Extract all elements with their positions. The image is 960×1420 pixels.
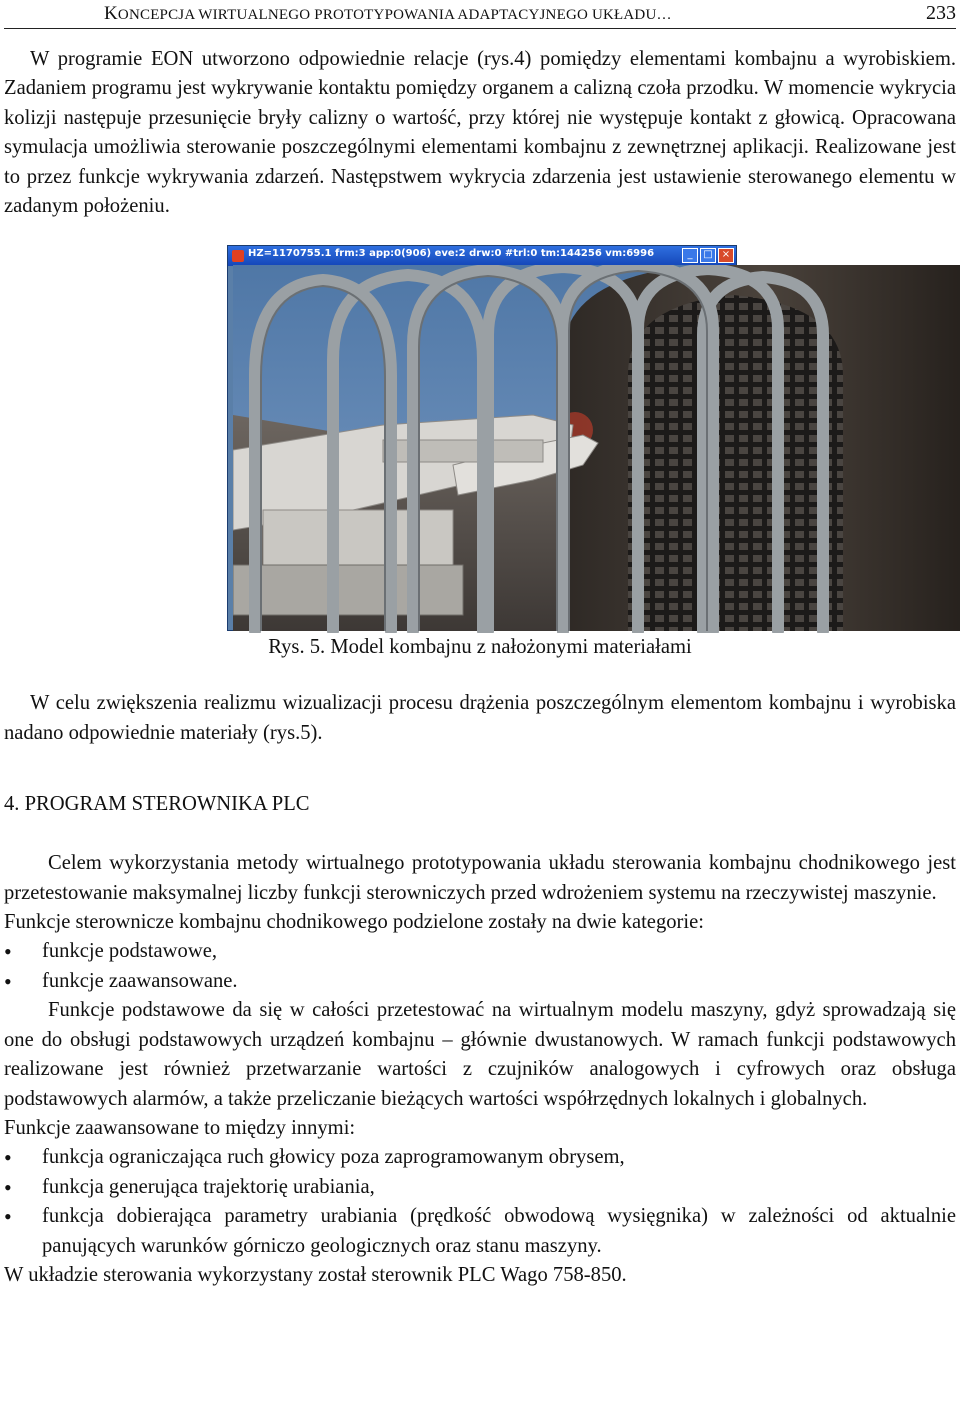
minimize-button[interactable]: _ <box>682 248 698 263</box>
running-header-title-rest: ONCEPCJA WIRTUALNEGO PROTOTYPOWANIA ADAPTACYJNEGO UKŁADU… <box>117 7 672 23</box>
window-titlebar <box>228 246 736 266</box>
list-item: • funkcja dobierająca parametry urabiania (prędkość obwodową wysięgnika) w zależności od aktualnie panujących warunków górniczo geologicznych oraz stanu maszyny. <box>4 1202 956 1261</box>
page <box>4 0 956 1290</box>
list-item: • funkcja generująca trajektorię urabiania, <box>4 1173 956 1202</box>
advanced-function-list <box>4 1143 956 1261</box>
paragraph-goal: Celem wykorzystania metody wirtualnego prototypowania układu sterowania kombajnu chodnikowego jest przetestowanie maksymalnej liczby funkcji sterowniczych przed wdrożeniem systemu na rzeczywistej maszynie. <box>4 852 956 904</box>
category-list <box>4 937 956 996</box>
section-heading: 4. PROGRAM STEROWNIKA PLC <box>4 793 310 816</box>
list-item: • funkcje podstawowe, <box>4 937 956 966</box>
paragraph-materials: W celu zwiększenia realizmu wizualizacji procesu drążenia poszczególnym elementom kombajnu i wyrobiska nadano odpowiednie materiały (rys.5). <box>4 692 956 744</box>
list-item: • funkcje zaawansowane. <box>4 967 956 996</box>
maximize-button[interactable]: □ <box>700 248 716 263</box>
roadheader-3d-scene <box>233 265 960 633</box>
paragraph-eon-relations: W programie EON utworzono odpowiednie relacje (rys.4) pomiędzy elementami kombajnu a wyrobiskiem. Zadaniem programu jest wykrywanie kontaktu pomiędzy organem a calizną czoła przodku. W momencie wykrycia kolizji następuje przesunięcie bryły calizny o wartość, przy której nie występuje kontakt z głowicą. Opracowana symulacja umożliwia sterowanie poszczególnymi elementami kombajnu z zewnętrznej aplikacji. Realizowane jest to przez funkcje wykrywania zdarzeń. Następstwem wykrycia zdarzenia jest ustawienie sterowanego elementu w zadanym położeniu. <box>4 48 956 218</box>
paragraph-categories-intro: Funkcje sterownicze kombajnu chodnikowego podzielone zostały na dwie kategorie: <box>4 911 704 934</box>
page-number: 233 <box>926 2 956 24</box>
window-title: HZ=1170755.1 frm:3 app:0(906) eve:2 drw:0 #trl:0 tm:144256 vm:6996 <box>248 248 655 260</box>
coal-face <box>628 295 843 631</box>
figure-caption: Rys. 5. Model kombajnu z nałożonymi materiałami <box>268 636 692 659</box>
running-header-title-initial: K <box>104 3 118 24</box>
running-header <box>4 2 956 29</box>
paragraph-plc: W układzie sterowania wykorzystany został sterownik PLC Wago 758-850. <box>4 1263 627 1286</box>
figure-5 <box>4 245 956 633</box>
paragraph-basic-functions: Funkcje podstawowe da się w całości przetestować na wirtualnym modelu maszyny, gdyż sprowadzają się one do obsługi podstawowych urządzeń kombajnu – głównie dwustanowych. W ramach funkcji podstawowych realizowane jest również przetwarzanie wartości z czujników analogowych i cyfrowych oraz obsługa podstawowych alarmów, a także przeliczanie bieżących wartości współrzędnych lokalnych i globalnych. <box>4 999 956 1110</box>
app-icon <box>232 250 244 262</box>
list-item: • funkcja ograniczająca ruch głowicy poza zaprogramowanym obrysem, <box>4 1143 956 1172</box>
running-header-title <box>104 3 672 25</box>
close-button[interactable]: × <box>718 248 734 263</box>
paragraph-advanced-intro: Funkcje zaawansowane to między innymi: <box>4 1116 356 1139</box>
